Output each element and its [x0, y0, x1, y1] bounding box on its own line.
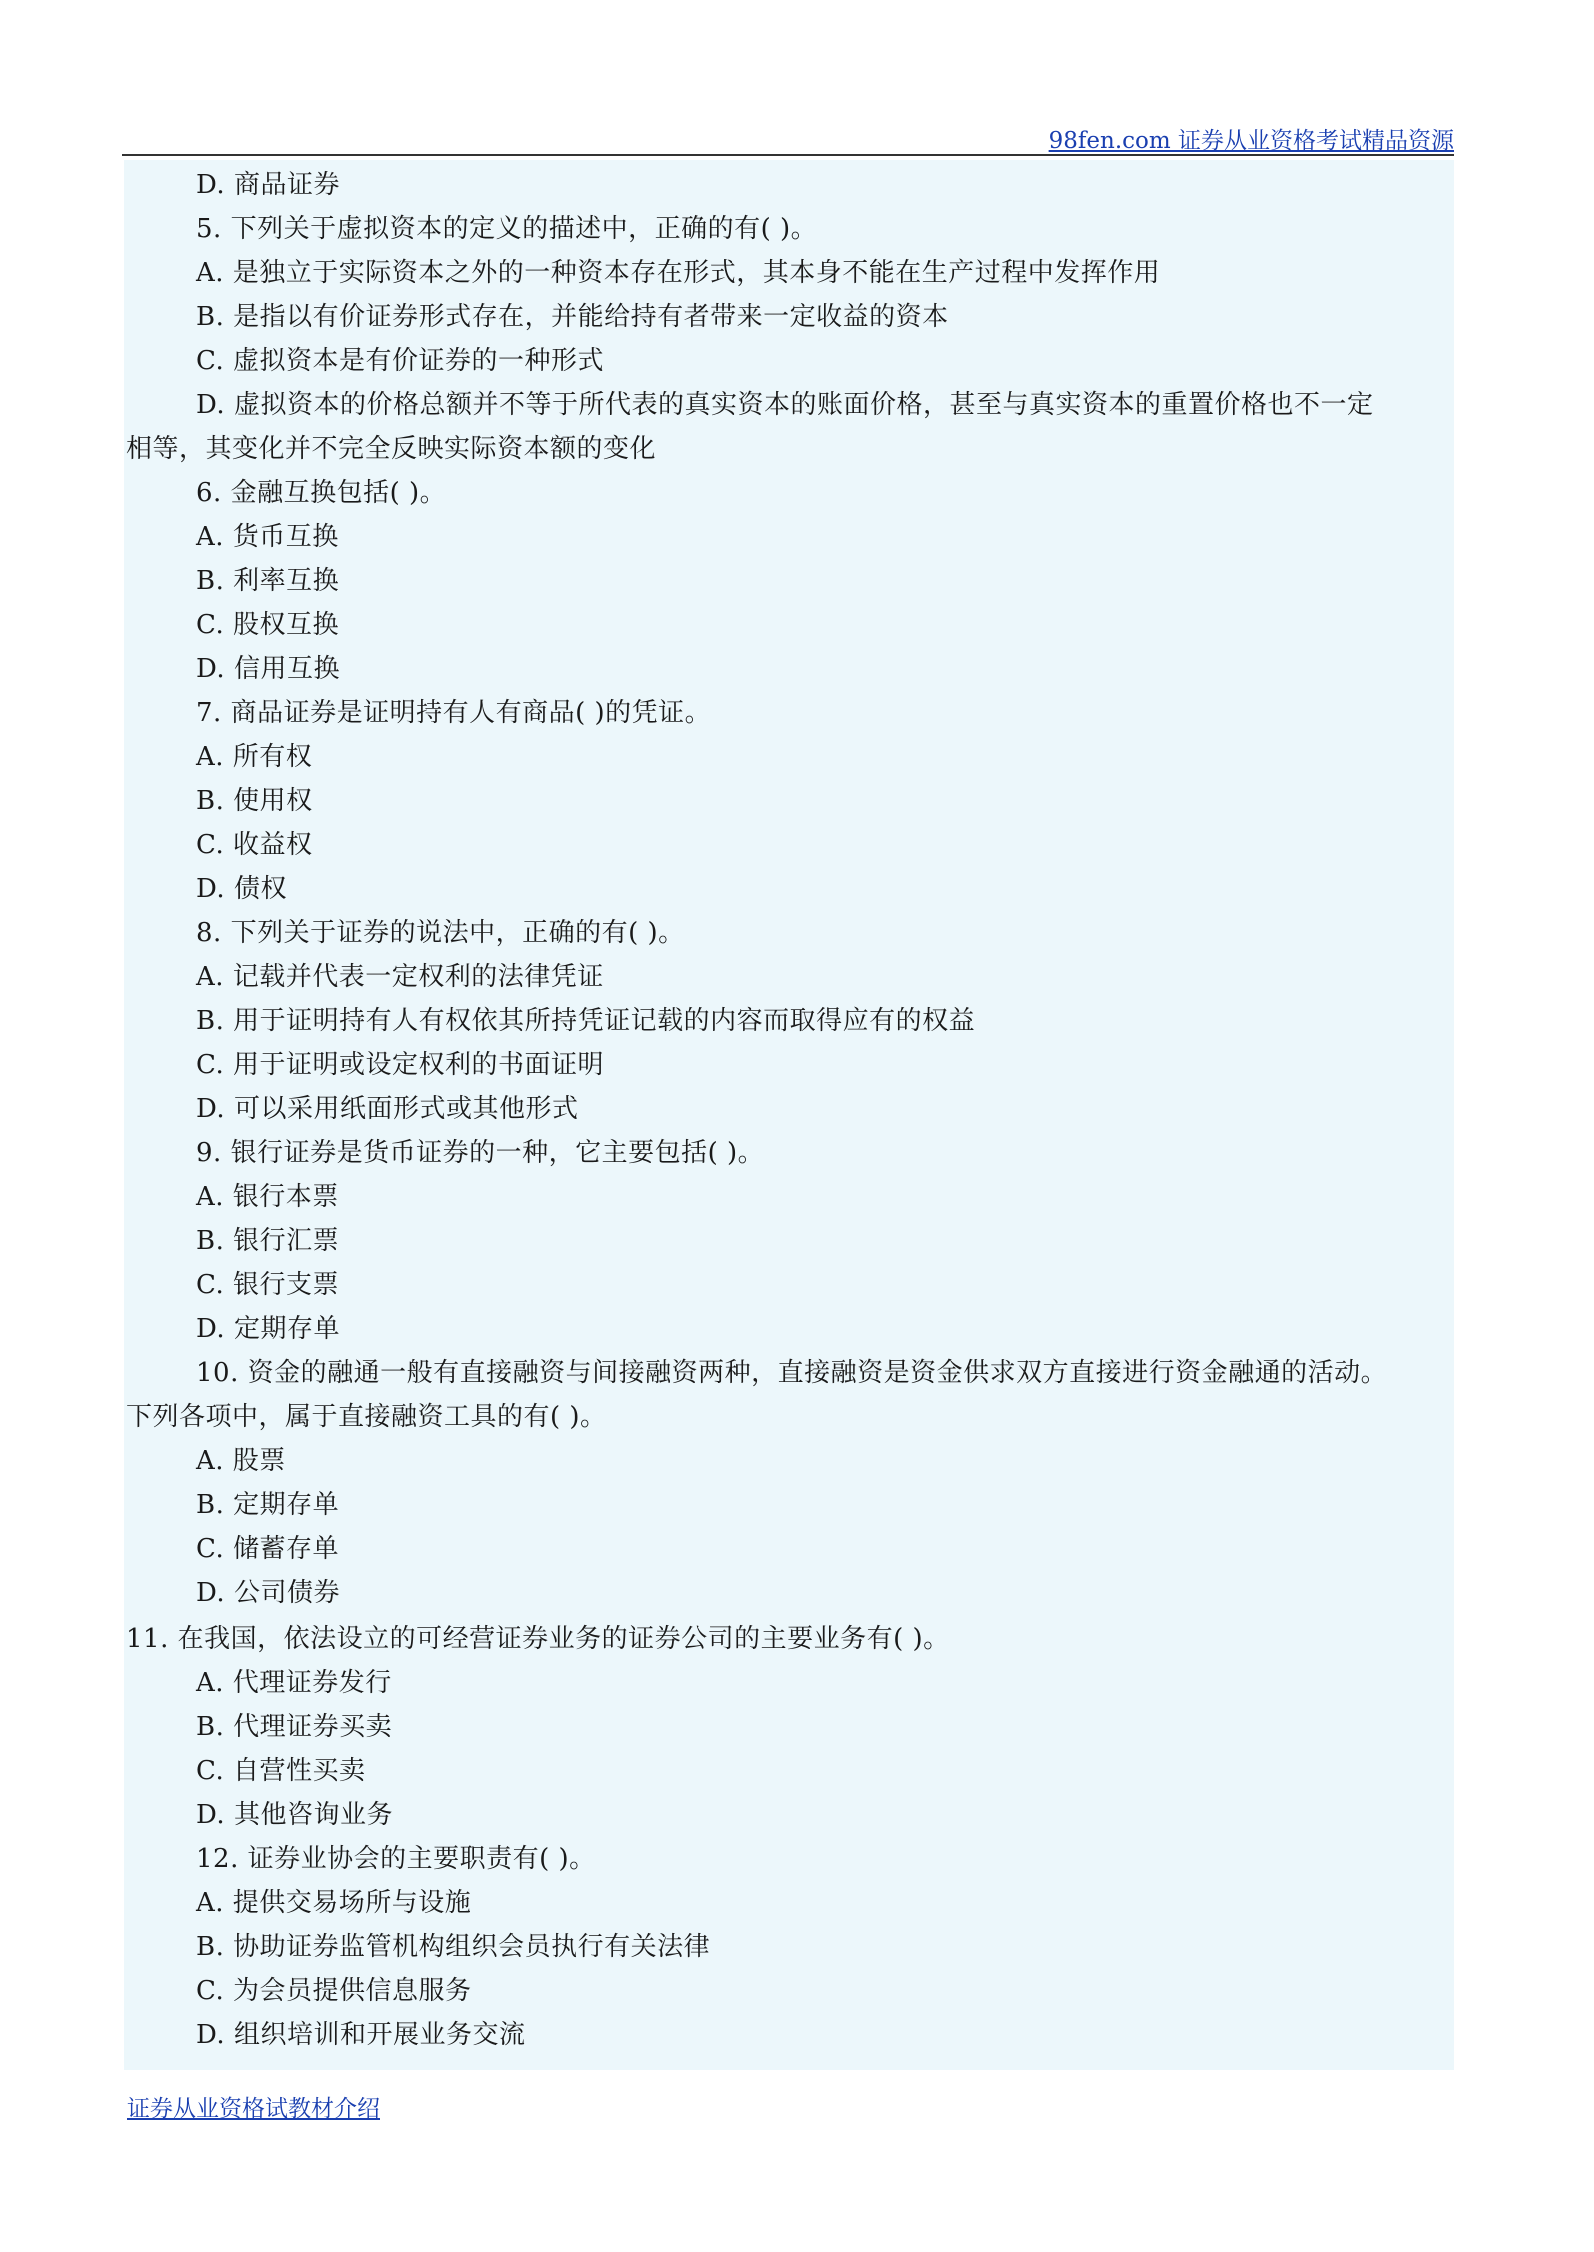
answer-option: D. 信用互换 — [196, 654, 340, 684]
answer-option: A. 是独立于实际资本之外的一种资本存在形式，其本身不能在生产过程中发挥作用 — [196, 258, 1161, 288]
answer-option: B. 银行汇票 — [196, 1226, 340, 1256]
answer-option: C. 股权互换 — [196, 610, 339, 640]
answer-option: D. 债权 — [196, 874, 287, 904]
answer-option: C. 收益权 — [196, 830, 313, 860]
answer-option: D. 定期存单 — [196, 1314, 340, 1344]
answer-option: B. 定期存单 — [196, 1490, 340, 1520]
answer-option: B. 协助证券监管机构组织会员执行有关法律 — [196, 1932, 711, 1962]
text-line: D. 商品证券 — [196, 170, 340, 200]
question-stem: 10. 资金的融通一般有直接融资与间接融资两种，直接融资是资金供求双方直接进行资金融通的活动。 — [196, 1358, 1388, 1388]
question-stem: 11. 在我国，依法设立的可经营证券业务的证券公司的主要业务有( )。 — [126, 1624, 950, 1654]
answer-option: D. 可以采用纸面形式或其他形式 — [196, 1094, 579, 1124]
footer-textbook-link[interactable]: 证券从业资格试教材介绍 — [127, 2096, 380, 2122]
answer-option-continuation: 相等，其变化并不完全反映实际资本额的变化 — [126, 434, 657, 464]
answer-option: B. 是指以有价证券形式存在，并能给持有者带来一定收益的资本 — [196, 302, 949, 332]
answer-option: D. 组织培训和开展业务交流 — [196, 2020, 526, 2050]
answer-option: D. 其他咨询业务 — [196, 1800, 393, 1830]
page-header — [122, 118, 1454, 156]
answer-option: A. 股票 — [196, 1446, 286, 1476]
answer-option: C. 为会员提供信息服务 — [196, 1976, 472, 2006]
answer-option: C. 银行支票 — [196, 1270, 339, 1300]
question-content — [124, 160, 1454, 2070]
answer-option: C. 储蓄存单 — [196, 1534, 339, 1564]
answer-option: B. 利率互换 — [196, 566, 340, 596]
question-stem: 5. 下列关于虚拟资本的定义的描述中，正确的有( )。 — [196, 214, 818, 244]
answer-option: C. 自营性买卖 — [196, 1756, 366, 1786]
answer-option: B. 使用权 — [196, 786, 313, 816]
question-stem-continuation: 下列各项中，属于直接融资工具的有( )。 — [126, 1402, 607, 1432]
answer-option: A. 货币互换 — [196, 522, 339, 552]
question-stem: 8. 下列关于证券的说法中，正确的有( )。 — [196, 918, 685, 948]
answer-option: A. 提供交易场所与设施 — [196, 1888, 472, 1918]
answer-option: D. 公司债券 — [196, 1578, 340, 1608]
question-stem: 12. 证券业协会的主要职责有( )。 — [196, 1844, 596, 1874]
answer-option: D. 虚拟资本的价格总额并不等于所代表的真实资本的账面价格，甚至与真实资本的重置价格也不一定 — [196, 390, 1374, 420]
answer-option: A. 所有权 — [196, 742, 313, 772]
answer-option: C. 用于证明或设定权利的书面证明 — [196, 1050, 604, 1080]
answer-option: B. 代理证券买卖 — [196, 1712, 393, 1742]
question-stem: 7. 商品证券是证明持有人有商品( )的凭证。 — [196, 698, 712, 728]
answer-option: C. 虚拟资本是有价证券的一种形式 — [196, 346, 604, 376]
answer-option: A. 记载并代表一定权利的法律凭证 — [196, 962, 604, 992]
answer-option: A. 代理证券发行 — [196, 1668, 392, 1698]
question-stem: 9. 银行证券是货币证券的一种，它主要包括( )。 — [196, 1138, 765, 1168]
answer-option: A. 银行本票 — [196, 1182, 339, 1212]
header-site-link[interactable]: 98fen.com 证券从业资格考试精品资源 — [1048, 128, 1454, 154]
answer-option: B. 用于证明持有人有权依其所持凭证记载的内容而取得应有的权益 — [196, 1006, 976, 1036]
question-stem: 6. 金融互换包括( )。 — [196, 478, 447, 508]
